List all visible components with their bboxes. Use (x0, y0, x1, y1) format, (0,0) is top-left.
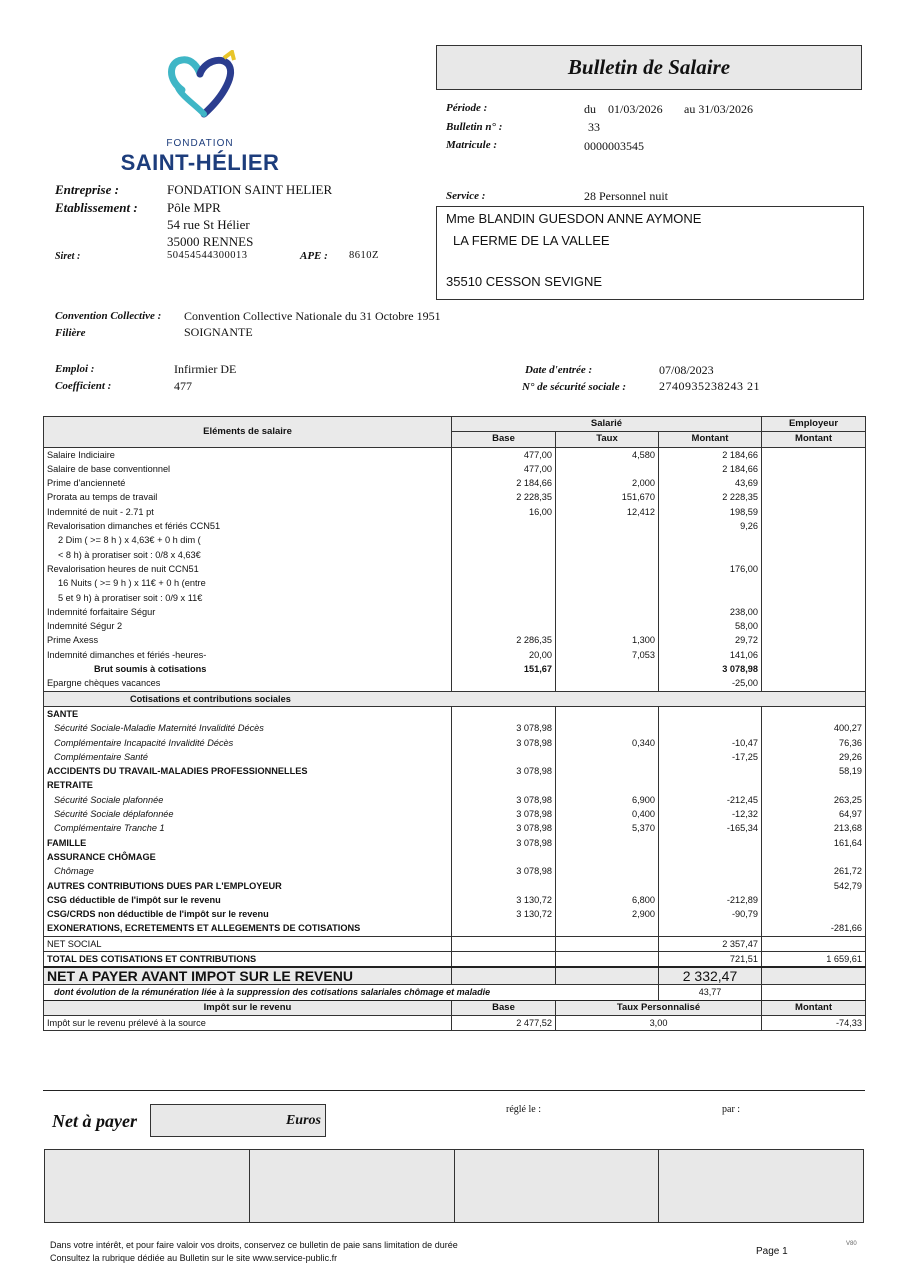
salary-row-taux: 12,412 (556, 505, 659, 519)
periode-start: 01/03/2026 (608, 102, 663, 116)
salary-row-taux: 1,300 (556, 633, 659, 647)
salary-row-montant: 141,06 (659, 648, 762, 662)
cotisation-row-base: 3 078,98 (452, 864, 556, 878)
cotisation-row-base: 3 078,98 (452, 721, 556, 735)
net-avant-impot-row (44, 967, 866, 985)
salary-row (44, 576, 866, 590)
impot-header-row (44, 1000, 866, 1015)
evolution-row (44, 985, 866, 1000)
epargne-montant: -25,00 (659, 676, 762, 691)
cotisation-row-montant (659, 721, 762, 735)
cotisation-row (44, 864, 866, 878)
salary-row (44, 519, 866, 533)
salary-row (44, 533, 866, 547)
cotisations-title: Cotisations et contributions sociales (44, 691, 866, 706)
salary-row-montant (659, 576, 762, 590)
salary-row-montant: 9,26 (659, 519, 762, 533)
salary-row-montant: 176,00 (659, 562, 762, 576)
cotisation-rows (44, 706, 866, 936)
cotisation-row (44, 821, 866, 835)
net-social-taux (556, 936, 659, 951)
cotisation-row-emp: 261,72 (762, 864, 866, 878)
filiere-label: Filière (55, 327, 86, 339)
salary-row-label: Indemnité forfaitaire Ségur (44, 605, 452, 619)
cotisation-row-label: AUTRES CONTRIBUTIONS DUES PAR L'EMPLOYEUR (44, 879, 452, 893)
salary-row-emp (762, 619, 866, 633)
date-entree-label: Date d'entrée : (525, 364, 593, 376)
coefficient-value: 477 (174, 379, 192, 393)
siret-label: Siret : (55, 251, 81, 262)
cotisation-row-taux (556, 721, 659, 735)
cotisation-row-montant (659, 764, 762, 778)
salary-row-label: Indemnité de nuit - 2.71 pt (44, 505, 452, 519)
cotisation-row (44, 879, 866, 893)
signature-box-4 (659, 1150, 863, 1222)
salary-row-emp (762, 519, 866, 533)
salary-row-montant: 238,00 (659, 605, 762, 619)
cotisation-row-base: 3 078,98 (452, 807, 556, 821)
cotisation-row-taux (556, 750, 659, 764)
cotisation-row-montant (659, 778, 762, 792)
salary-row-label: Salaire de base conventionnel (44, 462, 452, 476)
salary-row-label: Prime Axess (44, 633, 452, 647)
salary-row-base: 16,00 (452, 505, 556, 519)
salary-row-emp (762, 505, 866, 519)
cotisation-row-montant: -90,79 (659, 907, 762, 921)
cotisation-row-emp: 161,64 (762, 836, 866, 850)
cotisation-row-montant: -212,45 (659, 793, 762, 807)
impot-label: Impôt sur le revenu prélevé à la source (44, 1015, 452, 1030)
header-employeur: Employeur (762, 417, 866, 432)
salary-row-label: 16 Nuits ( >= 9 h ) x 11€ + 0 h (entre (44, 576, 452, 590)
cotisation-row-montant (659, 850, 762, 864)
periode-label: Période : (446, 102, 488, 114)
total-cot-base (452, 951, 556, 967)
date-entree-value: 07/08/2023 (659, 363, 714, 377)
salary-row (44, 605, 866, 619)
cotisation-row-label: Complémentaire Santé (44, 750, 452, 764)
net-social-montant: 2 357,47 (659, 936, 762, 951)
salary-row-taux (556, 576, 659, 590)
net-avant-impot-label: NET A PAYER AVANT IMPOT SUR LE REVENU (44, 967, 452, 985)
salary-row-emp (762, 490, 866, 504)
cotisation-row (44, 907, 866, 921)
header-base: Base (452, 432, 556, 447)
cotisation-row-base: 3 078,98 (452, 764, 556, 778)
cotisation-row (44, 807, 866, 821)
salary-row-taux (556, 605, 659, 619)
salary-row-emp (762, 533, 866, 547)
heart-logo-icon (120, 50, 280, 140)
document-title: Bulletin de Salaire (436, 45, 862, 90)
salary-row (44, 548, 866, 562)
salary-row-base (452, 591, 556, 605)
salary-row-emp (762, 476, 866, 490)
salary-row-label: Revalorisation dimanches et fériés CCN51 (44, 519, 452, 533)
cotisation-row-label: ACCIDENTS DU TRAVAIL-MALADIES PROFESSIONNELLES (44, 764, 452, 778)
net-a-payer-box: Euros (150, 1104, 326, 1137)
header-montant: Montant (659, 432, 762, 447)
salary-row-taux (556, 591, 659, 605)
employee-address-line2: LA FERME DE LA VALLEE (453, 233, 610, 248)
emploi-label: Emploi : (55, 363, 95, 375)
cotisation-row-label: Sécurité Sociale-Maladie Maternité Invalidité Décès (44, 721, 452, 735)
par-label: par : (722, 1104, 741, 1115)
total-cotisations-employeur: 1 659,61 (762, 951, 866, 967)
total-cotisations-row (44, 951, 866, 967)
impot-base: 2 477,52 (452, 1015, 556, 1030)
cotisation-row-base: 3 130,72 (452, 893, 556, 907)
salary-row-label: 5 et 9 h) à proratiser soit : 0/9 x 11€ (44, 591, 452, 605)
cotisation-row-emp (762, 893, 866, 907)
cotisation-row-taux: 2,900 (556, 907, 659, 921)
cotisation-row (44, 764, 866, 778)
cotisation-row-taux: 6,900 (556, 793, 659, 807)
cotisation-row-emp (762, 907, 866, 921)
cotisation-row-base: 3 078,98 (452, 821, 556, 835)
divider (43, 1090, 865, 1091)
salary-row-montant: 58,00 (659, 619, 762, 633)
brut-label: Brut soumis à cotisations (44, 662, 452, 676)
etablissement-addr1: 54 rue St Hélier (167, 217, 250, 232)
cotisation-row-montant: -12,32 (659, 807, 762, 821)
cotisation-row (44, 736, 866, 750)
header-taux: Taux (556, 432, 659, 447)
cotisation-row-base: 3 078,98 (452, 736, 556, 750)
cotisation-row-label: ASSURANCE CHÔMAGE (44, 850, 452, 864)
filiere-value: SOIGNANTE (184, 325, 253, 339)
footer-line2: Consultez la rubrique dédiée au Bulletin sur le site www.service-public.fr (50, 1253, 338, 1263)
cotisation-row-base (452, 879, 556, 893)
payslip-table (43, 416, 866, 1031)
cotisation-row-emp: 29,26 (762, 750, 866, 764)
cotisation-row-emp: 542,79 (762, 879, 866, 893)
cotisation-row (44, 721, 866, 735)
cotisation-row-base (452, 778, 556, 792)
matricule-label: Matricule : (446, 139, 498, 151)
cotisation-row-taux (556, 706, 659, 721)
cotisation-row-label: RETRAITE (44, 778, 452, 792)
total-cotisations-montant: 721,51 (659, 951, 762, 967)
ape-label: APE : (300, 250, 328, 262)
salary-row-base (452, 562, 556, 576)
epargne-row (44, 676, 866, 691)
cotisation-row (44, 793, 866, 807)
salary-row-base (452, 519, 556, 533)
total-cotisations-label: TOTAL DES COTISATIONS ET CONTRIBUTIONS (44, 951, 452, 967)
entreprise-value: FONDATION SAINT HELIER (167, 182, 333, 197)
salary-row-base: 2 228,35 (452, 490, 556, 504)
salary-row-montant: 2 228,35 (659, 490, 762, 504)
brut-montant: 3 078,98 (659, 662, 762, 676)
cotisation-row-emp (762, 706, 866, 721)
cotisation-row-taux: 6,800 (556, 893, 659, 907)
salary-row-emp (762, 591, 866, 605)
cotisation-row-montant (659, 706, 762, 721)
cotisation-row-montant: -212,89 (659, 893, 762, 907)
salary-row (44, 505, 866, 519)
secu-label: N° de sécurité sociale : (522, 381, 626, 393)
cotisation-row-base: 3 078,98 (452, 793, 556, 807)
cotisation-row-base (452, 750, 556, 764)
salary-row-montant (659, 533, 762, 547)
salary-row-emp (762, 576, 866, 590)
employee-address-line3: 35510 CESSON SEVIGNE (446, 274, 603, 289)
cotisation-row-taux (556, 864, 659, 878)
salary-row-base: 20,00 (452, 648, 556, 662)
salary-row (44, 490, 866, 504)
cotisation-row-base (452, 921, 556, 936)
total-cot-taux (556, 951, 659, 967)
salary-row-base: 2 184,66 (452, 476, 556, 490)
fondation-logo (120, 50, 280, 180)
cotisation-row (44, 750, 866, 764)
salary-row-label: Revalorisation heures de nuit CCN51 (44, 562, 452, 576)
cotisation-row-base (452, 850, 556, 864)
cotisation-row-taux (556, 921, 659, 936)
emploi-value: Infirmier DE (174, 362, 237, 376)
net-social-base (452, 936, 556, 951)
net-avant-emp (762, 967, 866, 985)
salary-row-taux (556, 519, 659, 533)
brut-row (44, 662, 866, 676)
salary-row-emp (762, 648, 866, 662)
cotisation-row-taux: 5,370 (556, 821, 659, 835)
impot-header-base: Base (452, 1000, 556, 1015)
impot-montant: -74,33 (762, 1015, 866, 1030)
cotisations-title-row (44, 691, 866, 706)
cotisation-row-base (452, 706, 556, 721)
footer-line1: Dans votre intérêt, et pour faire valoir vos droits, conservez ce bulletin de paie sans limitation de durée (50, 1240, 458, 1250)
salary-row-taux (556, 562, 659, 576)
salary-row-montant: 198,59 (659, 505, 762, 519)
salary-row-montant (659, 591, 762, 605)
etablissement-label: Etablissement : (55, 200, 138, 215)
salary-row-taux: 4,580 (556, 447, 659, 462)
cotisation-row (44, 706, 866, 721)
cotisation-row-montant (659, 836, 762, 850)
brut-taux (556, 662, 659, 676)
salary-row (44, 591, 866, 605)
salary-row-emp (762, 633, 866, 647)
salary-row-label: Indemnité Ségur 2 (44, 619, 452, 633)
matricule-value: 0000003545 (584, 139, 644, 153)
brut-emp (762, 662, 866, 676)
cotisation-row-montant (659, 921, 762, 936)
cotisation-row-label: Complémentaire Tranche 1 (44, 821, 452, 835)
etablissement-addr2: 35000 RENNES (167, 234, 254, 249)
cotisation-row-emp (762, 850, 866, 864)
salary-row-taux: 7,053 (556, 648, 659, 662)
signature-box-2 (250, 1150, 455, 1222)
salary-rows (44, 447, 866, 662)
cotisation-row-emp: 64,97 (762, 807, 866, 821)
logo-line2: SAINT-HÉLIER (120, 150, 280, 175)
net-social-emp (762, 936, 866, 951)
cotisation-row (44, 778, 866, 792)
bulletin-value: 33 (588, 120, 600, 134)
cotisation-row-emp: 263,25 (762, 793, 866, 807)
cotisation-row-emp: -281,66 (762, 921, 866, 936)
salary-row-label: Salaire Indiciaire (44, 447, 452, 462)
salary-row-taux: 151,670 (556, 490, 659, 504)
header-montant-employeur: Montant (762, 432, 866, 447)
employee-name: Mme BLANDIN GUESDON ANNE AYMONE (446, 211, 702, 226)
salary-row (44, 619, 866, 633)
cotisation-row-emp: 213,68 (762, 821, 866, 835)
impot-header-montant: Montant (762, 1000, 866, 1015)
cotisation-row-taux (556, 850, 659, 864)
cotisation-row (44, 836, 866, 850)
net-social-label: NET SOCIAL (44, 936, 452, 951)
epargne-label: Epargne chèques vacances (44, 676, 452, 691)
convention-value: Convention Collective Nationale du 31 Octobre 1951 (184, 309, 441, 323)
salary-row-base (452, 533, 556, 547)
salary-row-label: < 8 h) à proratiser soit : 0/8 x 4,63€ (44, 548, 452, 562)
cotisation-row-label: EXONERATIONS, ECRETEMENTS ET ALLEGEMENTS DE COTISATIONS (44, 921, 452, 936)
convention-label: Convention Collective : (55, 310, 162, 322)
salary-row-base (452, 619, 556, 633)
cotisation-row-taux: 0,400 (556, 807, 659, 821)
salary-row-base: 477,00 (452, 447, 556, 462)
header-elements: Eléments de salaire (44, 417, 452, 448)
brut-base: 151,67 (452, 662, 556, 676)
epargne-emp (762, 676, 866, 691)
salary-row (44, 648, 866, 662)
entreprise-label: Entreprise : (55, 182, 119, 197)
salary-row-label: Prorata au temps de travail (44, 490, 452, 504)
salary-row-taux: 2,000 (556, 476, 659, 490)
salary-row-base: 477,00 (452, 462, 556, 476)
net-social-row (44, 936, 866, 951)
salary-row (44, 562, 866, 576)
impot-taux: 3,00 (556, 1015, 762, 1030)
net-avant-impot-montant: 2 332,47 (659, 967, 762, 985)
evolution-montant: 43,77 (659, 985, 762, 1000)
salary-row-base (452, 548, 556, 562)
salary-row-base (452, 605, 556, 619)
cotisation-row-montant: -10,47 (659, 736, 762, 750)
epargne-taux (556, 676, 659, 691)
net-a-payer-label: Net à payer (52, 1111, 137, 1131)
cotisation-row-label: SANTE (44, 706, 452, 721)
salary-row-taux (556, 619, 659, 633)
cotisation-row-label: Complémentaire Incapacité Invalidité Décès (44, 736, 452, 750)
cotisation-row-emp: 58,19 (762, 764, 866, 778)
evolution-label: dont évolution de la rémunération liée à la suppression des cotisations salariales chômage et maladie (44, 985, 659, 1000)
cotisation-row-emp (762, 778, 866, 792)
periode-end: au 31/03/2026 (684, 102, 753, 116)
cotisation-row (44, 850, 866, 864)
cotisation-row-emp: 76,36 (762, 736, 866, 750)
cotisation-row-taux (556, 879, 659, 893)
cotisation-row (44, 921, 866, 936)
secu-value: 2740935238243 21 (659, 379, 760, 393)
signature-box-3 (455, 1150, 660, 1222)
cotisation-row-taux (556, 764, 659, 778)
salary-row-label: 2 Dim ( >= 8 h ) x 4,63€ + 0 h dim ( (44, 533, 452, 547)
impot-header-label: Impôt sur le revenu (44, 1000, 452, 1015)
salary-row (44, 447, 866, 462)
cotisation-row (44, 893, 866, 907)
salary-row-emp (762, 462, 866, 476)
cotisation-row-label: CSG/CRDS non déductible de l'impôt sur le revenu (44, 907, 452, 921)
evolution-emp (762, 985, 866, 1000)
salary-row-label: Prime d'ancienneté (44, 476, 452, 490)
page-number: Page 1 (756, 1246, 788, 1257)
salary-row (44, 462, 866, 476)
epargne-base (452, 676, 556, 691)
salary-row-montant: 43,69 (659, 476, 762, 490)
salary-row-emp (762, 548, 866, 562)
signature-boxes (44, 1149, 864, 1223)
cotisation-row-montant (659, 864, 762, 878)
ape-value: 8610Z (349, 250, 379, 261)
service-value: 28 Personnel nuit (584, 189, 668, 203)
net-avant-taux (556, 967, 659, 985)
salary-row-montant (659, 548, 762, 562)
header-salarie: Salarié (452, 417, 762, 432)
net-avant-base (452, 967, 556, 985)
cotisation-row-taux (556, 836, 659, 850)
cotisation-row-base: 3 130,72 (452, 907, 556, 921)
cotisation-row-label: Sécurité Sociale plafonnée (44, 793, 452, 807)
regle-le-label: réglé le : (506, 1104, 541, 1115)
periode-du: du (584, 102, 596, 116)
signature-box-1 (45, 1150, 250, 1222)
salary-row-montant: 2 184,66 (659, 447, 762, 462)
salary-row-montant: 2 184,66 (659, 462, 762, 476)
cotisation-row-montant (659, 879, 762, 893)
cotisation-row-taux (556, 778, 659, 792)
salary-row-base (452, 576, 556, 590)
coefficient-label: Coefficient : (55, 380, 112, 392)
salary-row-base: 2 286,35 (452, 633, 556, 647)
salary-row-label: Indemnité dimanches et fériés -heures- (44, 648, 452, 662)
salary-row-taux (556, 462, 659, 476)
salary-row-emp (762, 605, 866, 619)
cotisation-row-base: 3 078,98 (452, 836, 556, 850)
salary-row-emp (762, 447, 866, 462)
cotisation-row-label: Sécurité Sociale déplafonnée (44, 807, 452, 821)
salary-row-montant: 29,72 (659, 633, 762, 647)
service-label: Service : (446, 190, 486, 202)
version-label: V80 (846, 1241, 857, 1247)
cotisation-row-montant: -165,34 (659, 821, 762, 835)
salary-row-emp (762, 562, 866, 576)
impot-row (44, 1015, 866, 1030)
logo-line1: FONDATION (166, 138, 234, 149)
salary-row (44, 476, 866, 490)
cotisation-row-emp: 400,27 (762, 721, 866, 735)
cotisation-row-label: FAMILLE (44, 836, 452, 850)
siret-value: 50454544300013 (167, 250, 248, 261)
impot-header-taux: Taux Personnalisé (556, 1000, 762, 1015)
salary-row-taux (556, 533, 659, 547)
employee-address-box (436, 206, 864, 300)
salary-row (44, 633, 866, 647)
cotisation-row-label: CSG déductible de l'impôt sur le revenu (44, 893, 452, 907)
salary-row-taux (556, 548, 659, 562)
etablissement-value: Pôle MPR (167, 200, 221, 215)
cotisation-row-label: Chômage (44, 864, 452, 878)
bulletin-label: Bulletin n° : (446, 121, 503, 133)
cotisation-row-taux: 0,340 (556, 736, 659, 750)
cotisation-row-montant: -17,25 (659, 750, 762, 764)
